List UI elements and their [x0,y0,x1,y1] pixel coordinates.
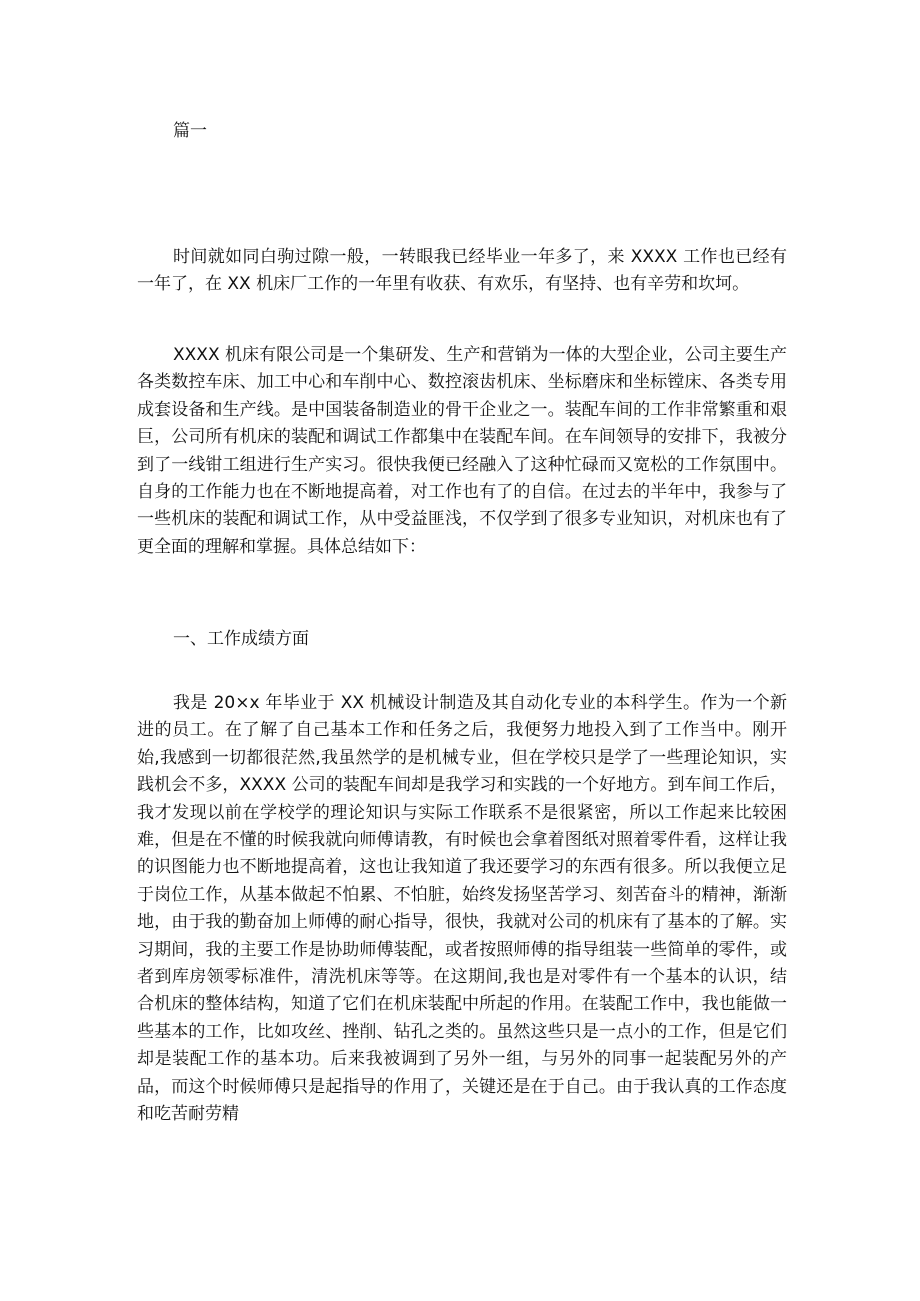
paragraph-intro: 时间就如同白驹过隙一般，一转眼我已经毕业一年多了，来 XXXX 工作也已经有一年了，在 XX 机床厂工作的一年里有收获、有欢乐，有坚持、也有辛劳和坎坷。 [137,247,787,295]
section-heading-work-achievements: 一、工作成绩方面 [173,629,309,649]
paragraph-work-achievements: 我是 20×x 年毕业于 XX 机械设计制造及其自动化专业的本科学生。作为一个新进的员工。在了解了自己基本工作和任务之后，我便努力地投入到了工作当中。刚开始,我感到一切都很茫然,我虽然学的是机械专业，但在学校只是学了一些理论知识，实践机会不多，XXXX 公司的装配车间却是我学习和实践的一个好地方。到车间工作后，我才发现以前在学校学的理论知识与实际工作联系不是很紧密，所以工作起来比较困难，但是在不懂的时候我就向师傅请教，有时候也会拿着图纸对照着零件看，这样让我的识图能力也不断地提高着，这也让我知道了我还要学习的东西有很多。所以我便立足于岗位工作，从基本做起不怕累、不怕脏，始终发扬坚苦学习、刻苦奋斗的精神，渐渐地，由于我的勤奋加上师傅的耐心指导，很快，我就对公司的机床有了基本的了解。实习期间，我的主要工作是协助师傅装配，或者按照师傅的指导组装一些简单的零件，或者到库房领零标准件，清洗机床等等。在这期间,我也是对零件有一个基本的认识，结合机床的整体结构，知道了它们在机床装配中所起的作用。在装配工作中，我也能做一些基本的工作，比如攻丝、挫削、钻孔之类的。虽然这些只是一点小的工作，但是它们却是装配工作的基本功。后来我被调到了另外一组，与另外的同事一起装配另外的产品，而这个时候师傅只是起指导的作用了，关键还是在于自己。由于我认真的工作态度和吃苦耐劳精 [137,693,787,1125]
document-title: 篇一 [173,121,207,141]
paragraph-company: XXXX 机床有限公司是一个集研发、生产和营销为一体的大型企业，公司主要生产各类数控车床、加工中心和车削中心、数控滚齿机床、坐标磨床和坐标镗床、各类专用成套设备和生产线。是中国装备制造业的骨干企业之一。装配车间的工作非常繁重和艰巨，公司所有机床的装配和调试工作都集中在装配车间。在车间领导的安排下，我被分到了一线钳工组进行生产实习。很快我便已经融入了这种忙碌而又宽松的工作氛围中。自身的工作能力也在不断地提高着，对工作也有了的自信。在过去的半年中，我参与了一些机床的装配和调试工作，从中受益匪浅，不仅学到了很多专业知识，对机床也有了更全面的理解和掌握。具体总结如下： [137,345,787,557]
